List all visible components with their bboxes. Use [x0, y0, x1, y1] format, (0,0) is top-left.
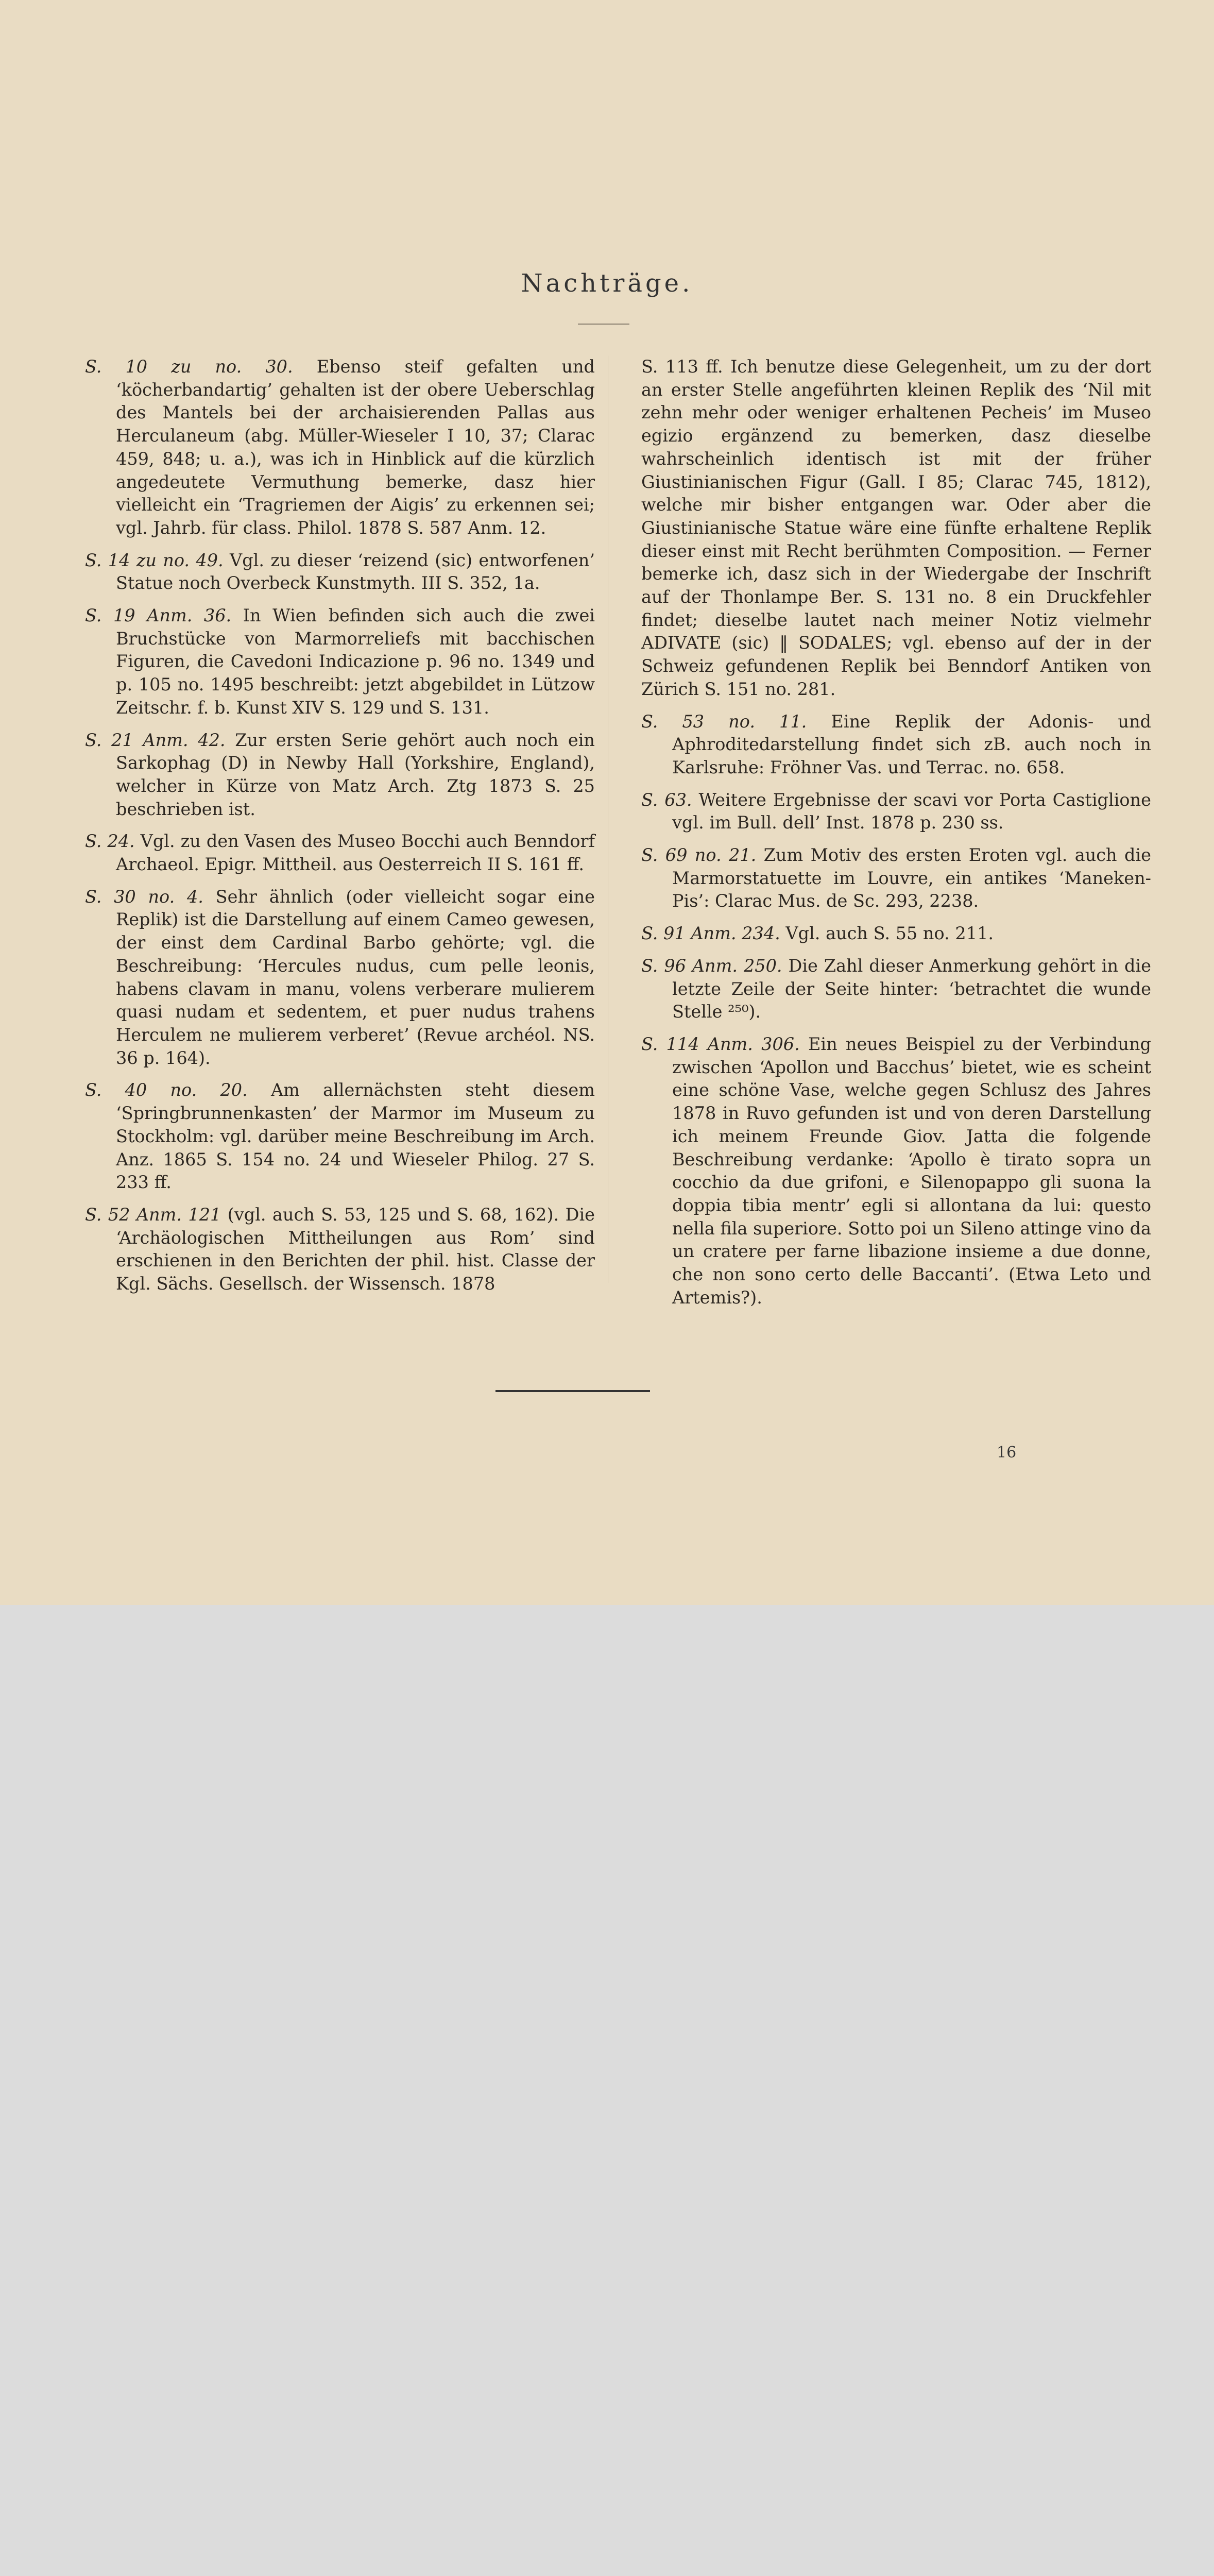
note-paragraph: S. 19 Anm. 36. In Wien befinden sich auch die zwei Bruchstücke von Marmorreliefs mit bacchischen Figuren, die Cavedoni Indicazione p. 96 no. 1349 und p. 105 no. 1495 beschreibt: jetzt abgebildet in Lützow Zeitschr. f. b. Kunst XIV S. 129 und S. 131.: [85, 605, 595, 718]
note-paragraph: S. 53 no. 11. Eine Replik der Adonis- und Aphroditedarstellung findet sich zB. auch noch in Karlsruhe: Fröhner Vas. und Terrac. no. 658.: [641, 711, 1151, 777]
page-number: 16: [997, 1444, 1017, 1462]
note-paragraph: S. 10 zu no. 30. Ebenso steif gefalten und ‘köcherbandartig’ gehalten ist der obere Ueberschlag des Mantels bei der archaisierenden Pallas aus Herculaneum (abg. Müller-Wieseler I 10, 37; Clarac 459, 848; u. a.), was ich in Hinblick auf die kürzlich angedeutete Vermuthung bemerke, dasz hier vielleicht ein ‘Tragriemen der Aigis’ zu erkennen sei; vgl. Jahrb. für class. Philol. 1878 S. 587 Anm. 12.: [85, 357, 595, 538]
right-column: [641, 355, 1151, 1318]
footer-bar: [0, 1605, 1214, 1695]
note-paragraph: S. 91 Anm. 234. Vgl. auch S. 55 no. 211.: [641, 923, 994, 944]
note-paragraph: S. 40 no. 20. Am allernächsten steht diesem ‘Springbrunnenkasten’ der Marmor im Museum zu Stockholm: vgl. darüber meine Beschreibung im Arch. Anz. 1865 S. 154 no. 24 und Wieseler Philog. 27 S. 233 ff.: [85, 1080, 595, 1193]
note-paragraph: S. 14 zu no. 49. Vgl. zu dieser ‘reizend (sic) entworfenen’ Statue noch Overbeck Kunstmyth. III S. 352, 1a.: [85, 550, 595, 594]
title-rule: [578, 324, 629, 325]
note-paragraph: S. 24. Vgl. zu den Vasen des Museo Bocchi auch Benndorf Archaeol. Epigr. Mittheil. aus Oesterreich II S. 161 ff.: [85, 831, 595, 875]
left-column: [85, 355, 595, 1305]
note-paragraph: S. 52 Anm. 121 (vgl. auch S. 53, 125 und S. 68, 162). Die ‘Archäologischen Mittheilungen aus Rom’ sind erschienen in den Berichten der phil. hist. Classe der Kgl. Sächs. Gesellsch. der Wissensch. 1878: [85, 1204, 595, 1294]
note-paragraph: S. 30 no. 4. Sehr ähnlich (oder vielleicht sogar eine Replik) ist die Darstellung auf einem Cameo gewesen, der einst dem Cardinal Barbo gehörte; vgl. die Beschreibung: ‘Hercules nudus, cum pelle leonis, habens clavam in manu, volens verberare mulierem quasi nudam et sedentem, et puer nudus trahens Herculem ne mulierem verberet’ (Revue archéol. NS. 36 p. 164).: [85, 886, 595, 1068]
note-paragraph: S. 114 Anm. 306. Ein neues Beispiel zu der Verbindung zwischen ‘Apollon und Bacchus’ bietet, wie es scheint eine schöne Vase, welche gegen Schlusz des Jahres 1878 in Ruvo gefunden ist und von deren Darstellung ich meinem Freunde Giov. Jatta die folgende Beschreibung verdanke: ‘Apollo è tirato sopra un cocchio da due grifoni, e Silenopappo gli suona la doppia tibia mentr’ egli si allontana da lui: questo nella fila superiore. Sotto poi un Sileno attinge vino da un cratere per farne libazione insieme a due donne, che non sono certo delle Baccanti’. (Etwa Leto und Artemis?).: [641, 1033, 1151, 1308]
note-paragraph: S. 63. Weitere Ergebnisse der scavi vor Porta Castiglione vgl. im Bull. dell’ Inst. 1878 p. 230 ss.: [641, 789, 1151, 833]
note-paragraph: S. 96 Anm. 250. Die Zahl dieser Anmerkung gehört in die letzte Zeile der Seite hinter: ‘betrachtet die wunde Stelle ²⁵⁰).: [641, 955, 1151, 1022]
closing-rule: [495, 1390, 650, 1392]
page-title: Nachträge.: [521, 269, 693, 298]
note-paragraph: S. 21 Anm. 42. Zur ersten Serie gehört auch noch ein Sarkophag (D) in Newby Hall (Yorkshire, England), welcher in Kürze von Matz Arch. Ztg 1873 S. 25 beschrieben ist.: [85, 730, 595, 819]
note-paragraph: S. 69 no. 21. Zum Motiv des ersten Eroten vgl. auch die Marmorstatuette im Louvre, ein antikes ‘Maneken-Pis’: Clarac Mus. de Sc. 293, 2238.: [641, 845, 1151, 911]
note-paragraph: S. 113 ff. Ich benutze diese Gelegenheit, um zu der dort an erster Stelle angeführten kleinen Replik des ‘Nil mit zehn mehr oder weniger erhaltenen Pecheis’ im Museo egizio ergänzend zu bemerken, dasz dieselbe wahrscheinlich identisch ist mit der früher Giustinianischen Figur (Gall. I 85; Clarac 745, 1812), welche mir bisher entgangen war. Oder aber die Giustinianische Statue wäre eine fünfte erhaltene Replik dieser einst mit Recht berühmten Composition. — Ferner bemerke ich, dasz sich in der Wiedergabe der Inschrift auf der Thonlampe Ber. S. 131 no. 8 ein Druckfehler findet; dieselbe lautet nach meiner Notiz vielmehr ADIVATE (sic) ‖ SODALES; vgl. ebenso auf der in der Schweiz gefundenen Replik bei Benndorf Antiken von Zürich S. 151 no. 281.: [641, 357, 1151, 699]
